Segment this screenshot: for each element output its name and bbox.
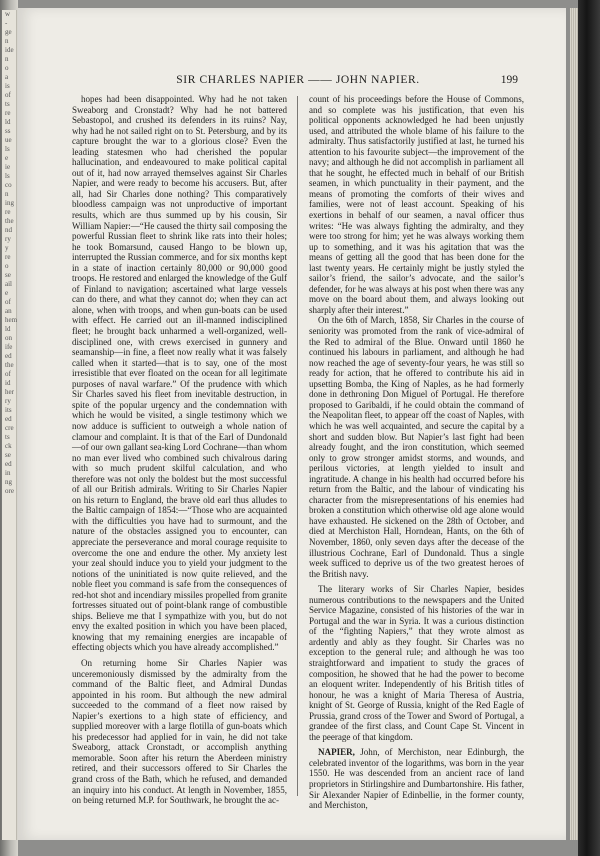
running-title: SIR CHARLES NAPIER —— JOHN NAPIER.	[176, 74, 420, 86]
entry-text: John, of Merchiston, near Edinburgh, the celebrated inventor of the logarithms, was born in the year 1550. He was descended from an ancient race of land proprietors in Stirlingshire and Dumbartonshire. His father, Sir Alexander Napier of Edinbellie, in the former county, and Merchiston,	[309, 747, 524, 811]
left-page-fragment: re	[5, 109, 11, 117]
page-stack-edge	[570, 8, 578, 840]
left-page-fragment: cre	[5, 424, 14, 432]
left-page-fragment: id	[5, 379, 11, 387]
left-page-fragment: ed	[5, 415, 12, 423]
left-page-fragment: ld	[5, 118, 11, 126]
left-page-fragment: ld	[5, 325, 11, 333]
left-page-fragment: nd	[5, 226, 12, 234]
left-page-fragment: se	[5, 271, 11, 279]
left-page-fragment: the	[5, 361, 14, 369]
paragraph: The literary works of Sir Charles Napier, besides numerous contributions to the newspapers and the United Service Magazine, consisted of his histories of the war in Portugal and the war in Syria. It was a curious distinction of the “fighting Napiers,” that they wrote almost as ardently and ably as they fought. Sir Charles was no exception to the general rule; and although he was too straightforward and impatient to study the graces of composition, he showed that he had the power to become an eloquent writer. Independently of his British titles of honour, he was a knight of Maria Theresa of Austria, knight of St. George of Russia, knight of the Red Eagle of Prussia, grand cross of the Tower and Sword of Portugal, a grandee of the first class, and Count Cape St. Vincent in the peerage of that kingdom.	[309, 584, 524, 742]
left-page-fragment: ts	[5, 433, 10, 441]
left-page-fragment: its	[5, 406, 12, 414]
left-page-fragment: ry	[5, 397, 11, 405]
left-page-fragment: ie	[5, 163, 11, 171]
left-page-fragment: o	[5, 262, 9, 270]
left-page-fragment: ls	[5, 172, 10, 180]
left-page-fragment: ry	[5, 235, 11, 243]
left-page-fragment: o	[5, 64, 9, 72]
paragraph: On returning home Sir Charles Napier was unceremoniously dismissed by the admiralty from the command of the Baltic fleet, and Admiral Dundas appointed in his room. But although the new admiral succeeded to the command of a fleet now raised by Napier’s exertions to a high state of efficiency, and supplied moreover with a large flotilla of gun-boats which his predecessor had applied for in vain, he did not take Sweaborg, attack Cronstadt, or accomplish anything memorable. Soon after his return the Aberdeen ministry retired, and their successors offered to Sir Charles the grand cross of the Bath, which he refused, and demanded an inquiry into his conduct. At length in November, 1855, on being returned M.P. for Southwark, he brought the ac-	[72, 657, 287, 806]
left-page-fragment: a	[5, 73, 9, 81]
left-page-fragment: e	[5, 154, 9, 162]
left-page-fragment: ls	[5, 145, 10, 153]
left-page-fragment: the	[5, 217, 14, 225]
left-page-fragment: n	[5, 55, 9, 63]
paragraph: hopes had been disappointed. Why had he not taken Sweaborg and Cronstadt? Why had he not battered Sebastopol, and crushed its defenders in its ruins? Nay, why had he not sailed right on to St. Petersburg, and by its capture brought the war to a glorious close? Even the leading statesmen who had cherished the popular hallucination, and endeavoured to make political capital out of it, had now arrayed themselves against Sir Charles Napier, and were ready to become his accusers. But, after all, had Sir Charles done nothing? This comparatively bloodless campaign was not unproductive of important results, which are thus summed up by his cousin, Sir William Napier:—“He caused the thirty sail composing the powerful Russian fleet to shrink like rats into their holes; he took Bomarsund, caused Hango to be blown up, interrupted the Russian commerce, and for six months kept in a state of inaction certainly 80,000 or 90,000 good troops. He restored and enlarged the knowledge of the Gulf of Finland to navigation; ascertained what large vessels can do there, and what they cannot do; when they can act alone, when with troops, and when gun-boats can be used with effect. He carried out an ill-manned indisciplined fleet; he brought back unharmed a well-organized, well-disciplined one, with crews exercised in gunnery and seamanship—in fine, a fleet now really what it was falsely called when it started—that is to say, one of the most irresistible that ever floated on the ocean for all legitimate purposes of naval warfare.” Of the prudence with which Sir Charles saved his fleet from inevitable destruction, in spite of the popular urgency and the condemnation with which he would be visited, a single testimony which we now adduce is sufficient to outweigh a whole nation of clamour and complaint. It is that of the Earl of Dundonald—of our own gallant sea-king Lord Cochrane—than whom no man ever lived who combined such chivalrous daring with so much prudent skilful calculation, and who therefore was not only the boldest but the most successful of all our British admirals. Writing to Sir Charles Napier on his return to England, the brave old earl thus alludes to the Baltic campaign of 1854:—“Those who are acquainted with the difficulties you have had to surmount, and the nature of the obstacles assigned you to encounter, can appreciate the perseverance and moral courage requisite to overcome the one and endure the other. My anxiety lest your zeal should induce you to yield your judgment to the notions of the uninitiated is now quite relieved, and the noble fleet you command is safe from the consequences of red-hot shot and incendiary missiles propelled from granite fortresses situated out of point-blank range of combustible ships. Believe me that I sympathize with you, but do not envy the exalted position in which you have been placed, knowing that my remaining energies are incapable of effecting objects which you have already accomplished.”	[72, 94, 287, 653]
text-columns	[72, 94, 524, 811]
paragraph: count of his proceedings before the House of Commons, and so complete was his justification, that even his political opponents acknowledged he had been unjustly used, and attributed the whole blame of his failure to the admiralty. Thus satisfactorily justified at last, he turned his attention to his favourite subject—the improvement of the navy; and although he did not accomplish in parliament all that he sought, he effected much in behalf of our British seamen, in which punctuality in their payment, and the means of promoting the comforts of their wives and families, were not of least account. Speaking of his exertions in behalf of our seamen, a naval officer thus writes: “He was always fighting the admiralty, and they were too strong for him; yet he was always working them up to something, and it was his agitation that was the means of getting all the good that has been done for the last twenty years. He certainly might be justly styled the sailor’s friend, the sailor’s advocate, and the sailor’s defender, for he was always at his post when there was any move on the board about them, and always looking out sharply after their interest.”	[309, 94, 524, 315]
left-page-edge	[2, 10, 17, 840]
left-page-fragment: ed	[5, 460, 12, 468]
left-page-fragment: ts	[5, 100, 10, 108]
left-page-fragment: n	[5, 37, 9, 45]
entry-heading: NAPIER,	[318, 747, 355, 758]
running-head	[18, 74, 566, 90]
right-column	[309, 94, 524, 811]
left-page-fragment: ore	[5, 487, 14, 495]
left-page-fragment: re	[5, 208, 11, 216]
left-page-fragment: ide	[5, 46, 14, 54]
left-page-fragment: her	[5, 388, 14, 396]
paragraph: On the 6th of March, 1858, Sir Charles in the course of seniority was promoted from the rank of vice-admiral of the Red to admiral of the Blue. Onward until 1860 he continued his labours in parliament, and although he had now reached the age of seventy-four years, he was still so ready for action, that he offered to contribute his aid in upsetting Bomba, the King of Naples, as he had formerly done in dethroning Don Miguel of Portugal. He therefore proposed to Garibaldi, if he could obtain the command of the Neapolitan fleet, to appear off the coast of Naples, with which he was well acquainted, and secure the capital by a short and sudden blow. But Napier’s last fight had been already fought, and the iron constitution, which seemed only to grow stronger amidst storms, and wounds, and perilous victories, at length yielded to insult and ingratitude. A change in his health had occurred before his return from the Baltic, and the labour of vindicating his character from the misrepresentations of his enemies had broken a constitution which otherwise old age alone would have exhausted. He sickened on the 28th of October, and died at Merchiston Hall, Horndean, Hants, on the 6th of November, 1860, only seven days after the decease of the illustrious Cochrane, Earl of Dundonald. Thus a single week sufficed to deprive us of the two greatest heroes of the British navy.	[309, 315, 524, 579]
entry-paragraph	[309, 747, 524, 810]
left-page-fragment: of	[5, 370, 11, 378]
left-page-fragment: ss	[5, 127, 11, 135]
left-page-fragment: n	[5, 190, 9, 198]
left-page-fragment: se	[5, 451, 11, 459]
book-cover	[578, 0, 600, 856]
page-number: 199	[500, 74, 518, 86]
left-page-fragment: re	[5, 253, 11, 261]
left-page-fragment: an	[5, 307, 12, 315]
left-page-fragment: on	[5, 334, 12, 342]
left-page-fragment: ue	[5, 136, 12, 144]
column-divider	[297, 96, 298, 796]
left-page-fragment: hem	[5, 316, 18, 324]
left-page-fragment: ge	[5, 28, 12, 36]
left-page-fragment: w	[5, 10, 11, 18]
left-page-fragment: in	[5, 469, 11, 477]
left-page-fragment: co	[5, 181, 12, 189]
left-page-fragment: ng	[5, 478, 12, 486]
left-page-fragment: ail	[5, 280, 12, 288]
left-page-fragment: -	[5, 19, 8, 27]
left-page-fragment: of	[5, 298, 11, 306]
left-page-fragment: ck	[5, 442, 12, 450]
left-page-fragment: of	[5, 91, 11, 99]
left-page-fragment: y	[5, 244, 9, 252]
left-page-fragment: e	[5, 289, 9, 297]
book-page	[18, 8, 566, 840]
left-page-fragment: ife	[5, 343, 13, 351]
left-page-fragment: ing	[5, 199, 14, 207]
left-page-fragment: ed	[5, 352, 12, 360]
left-column	[72, 94, 287, 804]
left-page-fragment: is	[5, 82, 10, 90]
